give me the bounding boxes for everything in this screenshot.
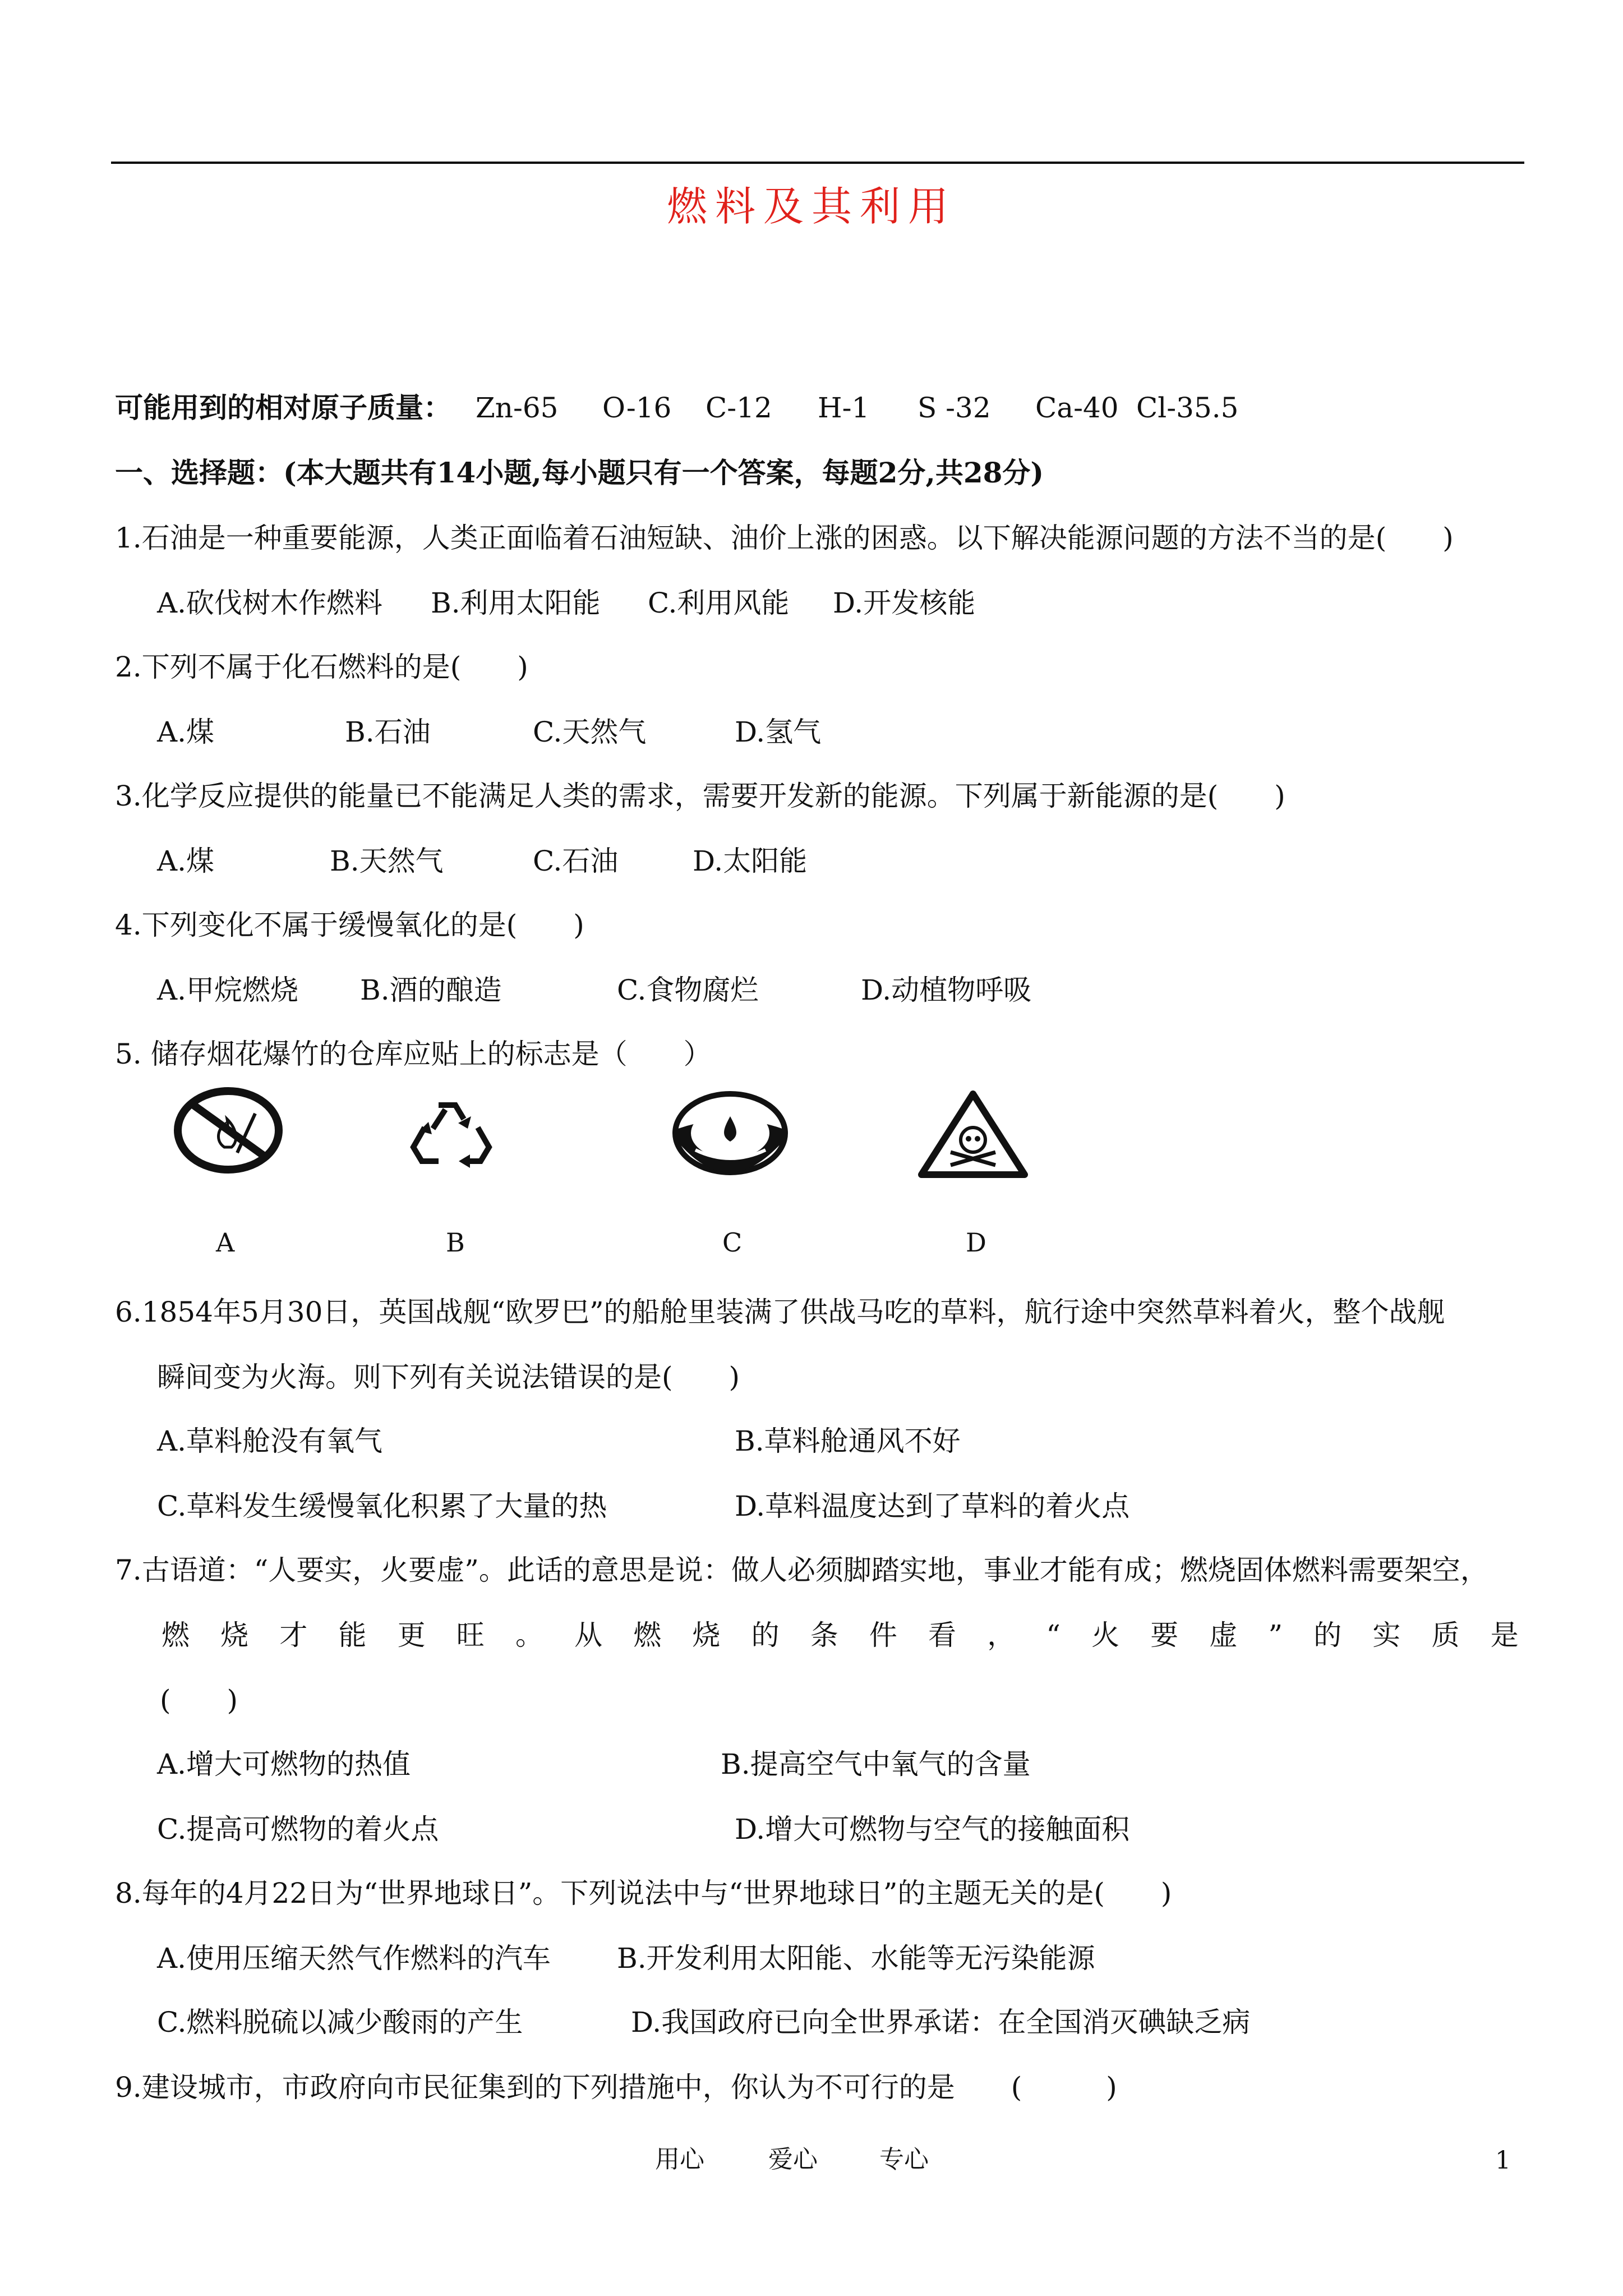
atomic-mass-zn: Zn-65 <box>476 392 559 424</box>
q5-option-d: D <box>966 1227 986 1258</box>
q7-stem-char: ， <box>987 1619 1016 1651</box>
q7-stem-char: 要 <box>1150 1619 1179 1651</box>
q4-option-b: B.酒的酿造 <box>360 974 502 1006</box>
q4-option-c: C.食物腐烂 <box>617 974 759 1006</box>
no-fire-sign-icon <box>171 1085 286 1175</box>
page-number: 1 <box>1495 2146 1511 2175</box>
q8-option-d: D.我国政府已向全世界承诺：在全国消灭碘缺乏病 <box>631 2006 1251 2039</box>
page-title: 燃料及其利用 <box>666 183 956 230</box>
q1-option-a: A.砍伐树木作燃料 <box>157 587 383 619</box>
q3-option-c: C.石油 <box>533 845 619 877</box>
header-rule <box>111 162 1524 164</box>
question-6-stem-cont: 瞬间变为火海。则下列有关说法错误的是( ) <box>157 1361 740 1393</box>
q6-option-d: D.草料温度达到了草料的着火点 <box>735 1490 1130 1522</box>
q3-option-b: B.天然气 <box>330 845 444 877</box>
q4-option-d: D.动植物呼吸 <box>861 974 1032 1006</box>
q7-stem-char: 条 <box>810 1619 838 1651</box>
q7-option-b: B.提高空气中氧气的含量 <box>721 1748 1031 1780</box>
atomic-mass-s: S -32 <box>917 392 991 424</box>
q7-stem-char: 看 <box>928 1619 957 1651</box>
section-heading: 一、选择题：(本大题共有14小题,每小题只有一个答案，每题2分,共28分) <box>115 456 1044 489</box>
q5-option-a: A <box>216 1227 235 1258</box>
atomic-mass-h: H-1 <box>818 392 870 424</box>
q7-stem-char: “ <box>1046 1619 1061 1651</box>
q5-option-c: C <box>722 1227 743 1258</box>
atomic-mass-ca: Ca-40 <box>1035 392 1119 424</box>
q2-option-b: B.石油 <box>345 716 431 748</box>
q7-stem-char: 烧 <box>220 1619 249 1651</box>
atomic-mass-c: C-12 <box>706 392 772 424</box>
q1-option-c: C.利用风能 <box>648 587 790 619</box>
question-6-stem: 6.1854年5月30日，英国战舰“欧罗巴”的船舱里装满了供战马吃的草料，航行途中突然草料着火，整个战舰 <box>115 1296 1445 1328</box>
q2-option-c: C.天然气 <box>533 716 647 748</box>
footer-item-2: 爱心 <box>768 2145 818 2174</box>
q7-stem-char: 从 <box>574 1619 603 1651</box>
q7-stem-char: 件 <box>869 1619 897 1651</box>
q7-stem-char: 更 <box>397 1619 426 1651</box>
q7-stem-char: 能 <box>338 1619 367 1651</box>
q7-stem-char: 。 <box>515 1619 543 1651</box>
q7-option-d: D.增大可燃物与空气的接触面积 <box>735 1813 1130 1846</box>
q3-option-d: D.太阳能 <box>693 845 808 877</box>
q7-option-c: C.提高可燃物的着火点 <box>157 1813 439 1846</box>
q2-option-d: D.氢气 <box>735 716 822 748</box>
q2-option-a: A.煤 <box>157 716 215 748</box>
q6-option-a: A.草料舱没有氧气 <box>157 1425 383 1457</box>
q8-option-a: A.使用压缩天然气作燃料的汽车 <box>157 1942 551 1975</box>
q6-option-b: B.草料舱通风不好 <box>735 1425 961 1457</box>
question-1-stem: 1.石油是一种重要能源，人类正面临着石油短缺、油价上涨的困惑。以下解决能源问题的方法不当的是( ) <box>115 522 1454 554</box>
footer-item-1: 用心 <box>655 2145 704 2174</box>
question-2-stem: 2.下列不属于化石燃料的是( ) <box>115 651 528 683</box>
question-7-answer-bracket: ( ) <box>160 1684 238 1717</box>
q7-stem-char: 燃 <box>162 1619 190 1651</box>
poison-warning-sign-icon <box>917 1089 1029 1179</box>
question-7-stem-cont <box>162 1616 1519 1655</box>
q7-stem-char: 虚 <box>1209 1619 1238 1651</box>
recycle-sign-icon <box>399 1094 511 1172</box>
q7-stem-char: 才 <box>279 1619 308 1651</box>
q8-option-b: B.开发利用太阳能、水能等无污染能源 <box>617 1942 1095 1975</box>
atomic-mass-o: O-16 <box>602 392 672 424</box>
q7-stem-char: 是 <box>1490 1619 1519 1651</box>
q7-stem-char: 烧 <box>692 1619 721 1651</box>
question-4-stem: 4.下列变化不属于缓慢氧化的是( ) <box>115 909 584 941</box>
q7-stem-char: 旺 <box>456 1619 485 1651</box>
question-9-stem: 9.建设城市，市政府向市民征集到的下列措施中，你认为不可行的是 ( ) <box>115 2071 1117 2104</box>
question-8-stem: 8.每年的4月22日为“世界地球日”。下列说法中与“世界地球日”的主题无关的是( ) <box>115 1877 1172 1910</box>
q8-option-c: C.燃料脱硫以减少酸雨的产生 <box>157 2006 523 2039</box>
q7-stem-char: ” <box>1268 1619 1283 1651</box>
q7-option-a: A.增大可燃物的热值 <box>157 1748 411 1780</box>
q5-option-b: B <box>446 1227 465 1258</box>
q1-option-d: D.开发核能 <box>833 587 976 619</box>
atomic-mass-label: 可能用到的相对原子质量： <box>115 391 451 424</box>
question-3-stem: 3.化学反应提供的能量已不能满足人类的需求，需要开发新的能源。下列属于新能源的是( ) <box>115 780 1285 812</box>
q6-option-c: C.草料发生缓慢氧化积累了大量的热 <box>157 1490 607 1522</box>
q4-option-a: A.甲烷燃烧 <box>157 974 299 1006</box>
q7-stem-char: 的 <box>751 1619 780 1651</box>
q7-stem-char: 火 <box>1091 1619 1120 1651</box>
q7-stem-char: 燃 <box>633 1619 662 1651</box>
q7-stem-char: 质 <box>1431 1619 1460 1651</box>
q7-stem-char: 的 <box>1313 1619 1342 1651</box>
q1-option-b: B.利用太阳能 <box>431 587 601 619</box>
q3-option-a: A.煤 <box>157 845 215 877</box>
atomic-mass-cl: Cl-35.5 <box>1136 392 1239 424</box>
question-5-stem: 5. 储存烟花爆竹的仓库应贴上的标志是（ ） <box>115 1038 712 1070</box>
q7-stem-char: 实 <box>1372 1619 1401 1651</box>
question-7-stem: 7.古语道：“人要实，火要虚”。此话的意思是说：做人必须脚踏实地，事业才能有成；燃烧固体燃料需要架空， <box>115 1554 1488 1586</box>
footer-item-3: 专心 <box>879 2145 929 2174</box>
water-saving-sign-icon <box>670 1088 791 1178</box>
